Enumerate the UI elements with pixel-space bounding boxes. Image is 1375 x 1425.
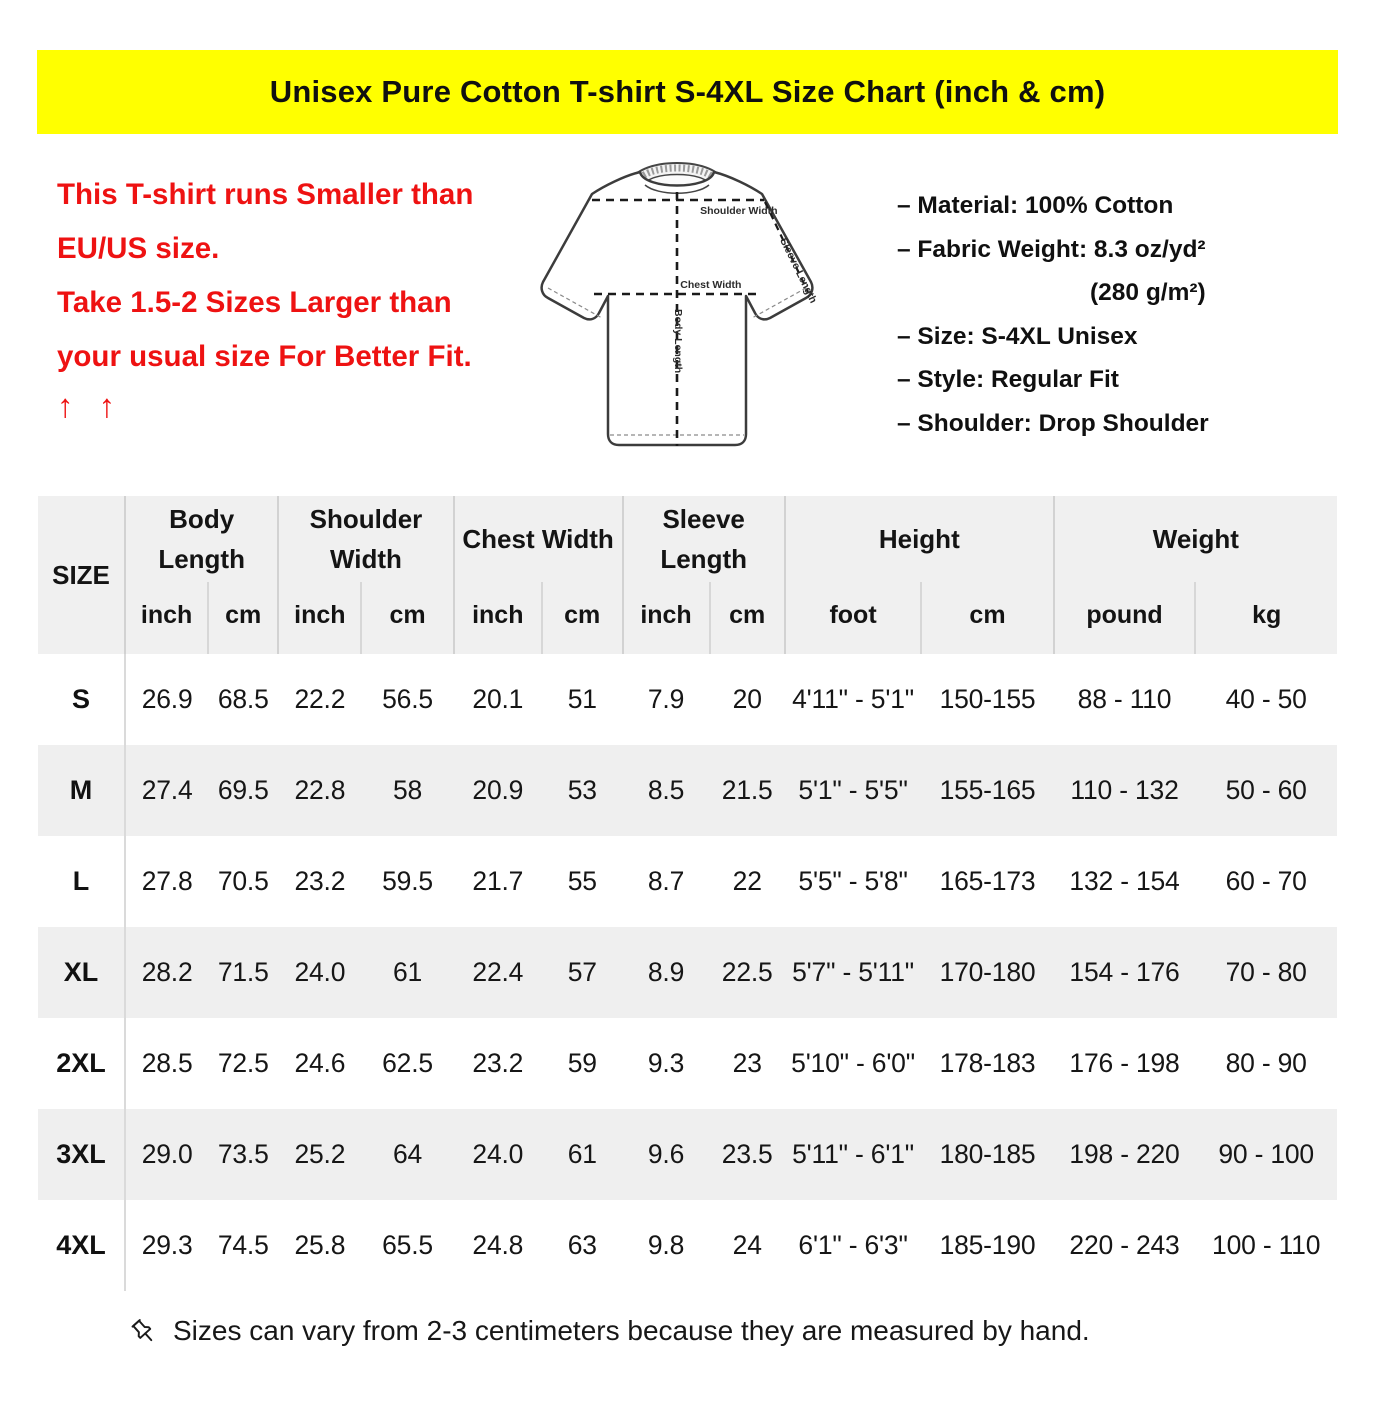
value-cell: 176 - 198 [1069,1048,1180,1078]
value-cell: 26.9 [141,684,193,714]
value-cell: 73.5 [217,1139,269,1169]
unit-cell: cm [542,582,623,654]
value-cell: 24 [732,1230,762,1260]
value-cell: 59.5 [382,866,433,896]
unit-cell: cm [208,582,278,654]
value-cell: 70.5 [217,866,269,896]
value-cell: 21.5 [721,775,773,805]
spec-style: – Style: Regular Fit [897,366,1119,393]
value-cell: 25.8 [294,1230,346,1260]
spec-material: – Material: 100% Cotton [897,192,1174,219]
body-length-label: Body Length [671,309,684,374]
unit-cell: cm [361,582,453,654]
col-height: Height [785,496,1054,582]
value-cell: 180-185 [939,1139,1036,1169]
value-cell: 24.0 [294,957,346,987]
table-row [38,1200,1337,1291]
footnote-text: Sizes can vary from 2-3 centimeters because they are measured by hand. [173,1315,1090,1346]
value-cell: 70 - 80 [1225,957,1307,987]
value-cell: 74.5 [217,1230,269,1260]
value-cell: 56.5 [382,684,433,714]
col-shoulder-width: Shoulder Width [278,496,453,582]
value-cell: 5'7" - 5'11" [792,957,914,987]
value-cell: 53 [567,775,597,805]
value-cell: 58 [392,775,423,805]
value-cell: 55 [567,866,597,896]
value-cell: 57 [567,957,597,987]
size-cell: S [38,654,125,745]
size-table-body [38,654,1337,1291]
value-cell: 90 - 100 [1218,1139,1314,1169]
value-cell: 60 - 70 [1225,866,1307,896]
sleeve-length-label: Sleeve Length [776,236,819,306]
value-cell: 28.2 [141,957,193,987]
fit-note-line: Take 1.5-2 Sizes Larger than [57,286,452,319]
value-cell: 5'1" - 5'5" [798,775,908,805]
value-cell: 24.8 [472,1230,524,1260]
table-row [38,1109,1337,1200]
fit-note-line: This T-shirt runs Smaller than [57,178,474,211]
unit-cell: inch [125,582,208,654]
pushpin-icon [128,1316,159,1347]
value-cell: 63 [567,1230,597,1260]
unit-cell: kg [1195,582,1337,654]
value-cell: 8.7 [647,866,685,896]
value-cell: 65.5 [382,1230,433,1260]
size-table-header [38,496,1337,654]
value-cell: 155-165 [939,775,1036,805]
value-cell: 88 - 110 [1077,684,1172,714]
value-cell: 22.5 [721,957,773,987]
value-cell: 9.3 [647,1048,685,1078]
spec-size: – Size: S-4XL Unisex [897,322,1138,350]
value-cell: 61 [392,957,423,987]
value-cell: 8.9 [647,957,685,987]
value-cell: 62.5 [382,1048,433,1078]
value-cell: 4'11" - 5'1" [792,684,914,714]
value-cell: 110 - 132 [1070,775,1179,805]
spec-shoulder: – Shoulder: Drop Shoulder [897,409,1209,437]
value-cell: 23 [732,1048,762,1078]
size-cell: XL [38,927,125,1018]
tshirt-measure-diagram [512,144,842,474]
value-cell: 23.5 [721,1139,773,1169]
value-cell: 40 - 50 [1225,684,1307,714]
value-cell: 185-190 [939,1230,1036,1260]
value-cell: 22.4 [472,957,524,987]
value-cell: 22.8 [294,775,346,805]
table-row [38,927,1337,1018]
value-cell: 64 [392,1139,423,1169]
value-cell: 27.4 [141,775,193,805]
value-cell: 198 - 220 [1069,1139,1180,1169]
spec-fabric-weight-metric: (280 g/m²) [1090,279,1206,306]
value-cell: 9.6 [647,1139,685,1169]
value-cell: 5'5" - 5'8" [798,866,908,896]
value-cell: 69.5 [217,775,269,805]
fit-note [0,142,512,480]
table-row [38,745,1337,836]
value-cell: 154 - 176 [1069,957,1180,987]
fit-note-line: EU/US size. [57,232,220,265]
value-cell: 20.9 [472,775,524,805]
value-cell: 100 - 110 [1212,1230,1321,1260]
value-cell: 150-155 [939,684,1036,714]
value-cell: 23.2 [294,866,346,896]
table-row [38,654,1337,745]
unit-cell: inch [623,582,710,654]
value-cell: 27.8 [141,866,193,896]
value-cell: 170-180 [939,957,1036,987]
fit-note-line: your usual size For Better Fit. [57,340,472,373]
value-cell: 28.5 [141,1048,193,1078]
value-cell: 25.2 [294,1139,346,1169]
spec-fabric-weight: – Fabric Weight: 8.3 oz/yd² [897,235,1206,263]
page-title: Unisex Pure Cotton T-shirt S-4XL Size Chart (inch & cm) [269,74,1106,109]
value-cell: 68.5 [217,684,269,714]
unit-cell: inch [278,582,361,654]
table-row [38,1018,1337,1109]
value-cell: 132 - 154 [1069,866,1180,896]
col-chest-width: Chest Width [454,496,623,582]
value-cell: 29.3 [141,1230,193,1260]
size-cell: 3XL [38,1109,125,1200]
value-cell: 22.2 [294,684,346,714]
product-specs [842,142,1338,480]
size-cell: L [38,836,125,927]
value-cell: 50 - 60 [1225,775,1307,805]
value-cell: 20.1 [472,684,524,714]
value-cell: 24.0 [472,1139,524,1169]
value-cell: 21.7 [472,866,524,896]
size-cell: 4XL [38,1200,125,1291]
col-size: SIZE [38,496,125,654]
chest-width-label: Chest Width [680,279,742,292]
unit-cell: cm [921,582,1053,654]
value-cell: 178-183 [939,1048,1036,1078]
value-cell: 23.2 [472,1048,524,1078]
col-sleeve-length: Sleeve Length [623,496,785,582]
value-cell: 29.0 [141,1139,193,1169]
col-body-length: Body Length [125,496,278,582]
value-cell: 9.8 [647,1230,685,1260]
unit-cell: cm [710,582,785,654]
size-cell: M [38,745,125,836]
footnote [128,1315,1375,1347]
value-cell: 61 [567,1139,597,1169]
value-cell: 8.5 [647,775,685,805]
col-weight: Weight [1054,496,1337,582]
value-cell: 24.6 [294,1048,346,1078]
value-cell: 59 [567,1048,597,1078]
value-cell: 22 [732,866,762,896]
value-cell: 80 - 90 [1225,1048,1307,1078]
top-section [0,142,1338,480]
header-group-row [38,496,1337,582]
value-cell: 6'1" - 6'3" [798,1230,908,1260]
value-cell: 20 [732,684,762,714]
value-cell: 5'11" - 6'1" [792,1139,914,1169]
value-cell: 72.5 [217,1048,269,1078]
size-chart-page [0,50,1375,1425]
title-banner [37,50,1338,134]
up-arrows-icon: ↑ ↑ [57,387,124,424]
value-cell: 51 [567,684,597,714]
unit-cell: pound [1054,582,1196,654]
value-cell: 71.5 [217,957,269,987]
header-unit-row [38,582,1337,654]
size-table [38,496,1337,1291]
value-cell: 5'10" - 6'0" [791,1048,915,1078]
unit-cell: foot [785,582,921,654]
size-cell: 2XL [38,1018,125,1109]
value-cell: 165-173 [939,866,1036,896]
value-cell: 220 - 243 [1069,1230,1180,1260]
table-row [38,836,1337,927]
shoulder-width-label: Shoulder Width [700,205,778,218]
unit-cell: inch [454,582,542,654]
value-cell: 7.9 [647,684,685,714]
